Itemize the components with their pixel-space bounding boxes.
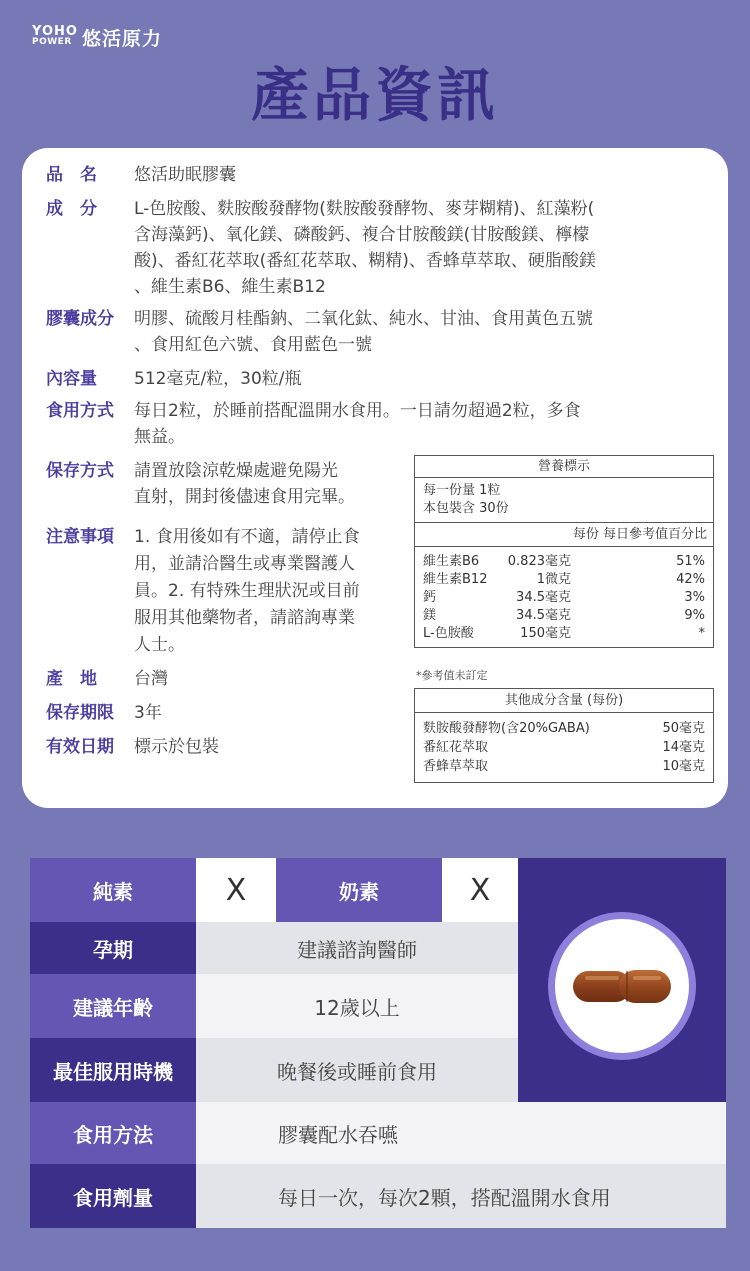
label-storage: 保存方式	[46, 461, 114, 481]
notice-line: 用，並請洽醫生或專業醫護人	[134, 554, 355, 574]
value-ingredients	[134, 196, 596, 300]
value-usage	[134, 398, 581, 450]
label-pregnancy: 孕期	[30, 922, 196, 974]
value-timing: 晚餐後或睡前食用	[196, 1038, 518, 1102]
nutrient-name: 維生素B6	[423, 554, 480, 569]
row-origin	[46, 666, 168, 692]
notice-line: 1. 食用後如有不適，請停止食	[134, 527, 360, 547]
usage-grid	[30, 858, 726, 1228]
nutrient-pct: *	[698, 626, 705, 641]
nutrient-pct: 9%	[684, 608, 705, 623]
value-origin: 台灣	[134, 669, 168, 689]
nutrition-serving-info	[415, 478, 713, 523]
nutrition-table	[414, 455, 714, 648]
notice-line: 服用其他藥物者，請諮詢專業	[134, 608, 355, 628]
nutrient-pct: 3%	[684, 590, 705, 605]
nutrient-name: 鈣	[423, 590, 437, 605]
value-capsule	[134, 306, 593, 358]
label-vegan: 純素	[30, 858, 196, 922]
label-ingredients: 成 分	[46, 199, 97, 219]
value-content: 512毫克/粒，30粒/瓶	[134, 369, 302, 389]
nutrition-row	[423, 571, 705, 589]
value-storage	[134, 458, 355, 510]
label-notice: 注意事項	[46, 527, 114, 547]
ingredients-line: 、維生素B6、維生素B12	[134, 277, 326, 297]
nutrition-per-pack: 本包裝含 30份	[423, 501, 509, 516]
nutrition-row	[423, 625, 705, 643]
nutrition-header: 每份 每日參考值百分比	[415, 523, 713, 547]
usage-line: 無益。	[134, 427, 185, 447]
brand-logo-top: YOHO	[32, 24, 78, 39]
capsule-line: 、食用紅色六號、食用藍色一號	[134, 335, 372, 355]
value-shelf-life: 3年	[134, 703, 162, 723]
nutrient-amount: 0.823毫克	[507, 554, 571, 569]
row-name	[46, 162, 236, 188]
nutrient-name: L-色胺酸	[423, 626, 474, 641]
value-method: 膠囊配水吞嚥	[196, 1102, 726, 1164]
value-notice	[134, 524, 360, 659]
other-amount: 50毫克	[662, 721, 705, 736]
nutrition-row	[423, 553, 705, 571]
storage-line: 請置放陰涼乾燥處避免陽光	[134, 461, 338, 481]
nutrient-amount: 150毫克	[520, 626, 571, 641]
label-timing: 最佳服用時機	[30, 1038, 196, 1102]
label-age: 建議年齡	[30, 974, 196, 1038]
nutrition-row	[423, 607, 705, 625]
row-notice	[46, 524, 360, 659]
label-capsule: 膠囊成分	[46, 309, 114, 329]
label-usage: 食用方式	[46, 401, 114, 421]
other-amount: 14毫克	[662, 740, 705, 755]
nutrition-rows	[415, 547, 713, 647]
label-method: 食用方法	[30, 1102, 196, 1164]
product-info-card	[22, 148, 728, 808]
row-shelf-life	[46, 700, 162, 726]
value-dose: 每日一次，每次2顆，搭配溫開水食用	[196, 1164, 726, 1228]
label-origin: 產 地	[46, 669, 97, 689]
value-age: 12歲以上	[196, 974, 518, 1038]
ingredients-line: 酸)、番紅花萃取(番紅花萃取、糊精)、香蜂草萃取、硬脂酸鎂	[134, 251, 596, 271]
nutrient-pct: 51%	[676, 554, 705, 569]
row-ingredients	[46, 196, 596, 300]
row-content	[46, 366, 302, 392]
capsule-panel	[518, 858, 726, 1102]
value-expiry: 標示於包裝	[134, 737, 219, 757]
nutrition-row	[423, 589, 705, 607]
nutrient-amount: 34.5毫克	[516, 608, 571, 623]
value-dairy: X	[442, 858, 518, 922]
nutrient-amount: 34.5毫克	[516, 590, 571, 605]
storage-line: 直射，開封後儘速食用完畢。	[134, 487, 355, 507]
capsule-icon	[555, 919, 689, 1053]
brand-name: 悠活原力	[81, 27, 162, 50]
label-shelf-life: 保存期限	[46, 703, 114, 723]
ingredients-line: 含海藻鈣)、氧化鎂、磷酸鈣、複合甘胺酸鎂(甘胺酸鎂、檸檬	[134, 225, 590, 245]
nutrition-serving: 每一份量 1粒	[423, 483, 501, 498]
other-amount: 10毫克	[662, 759, 705, 774]
nutrient-name: 維生素B12	[423, 572, 488, 587]
other-name: 番紅花萃取	[423, 740, 489, 755]
value-name: 悠活助眠膠囊	[134, 165, 236, 185]
label-dose: 食用劑量	[30, 1164, 196, 1228]
other-row	[423, 719, 705, 738]
capsule-ring	[548, 912, 696, 1060]
other-row	[423, 738, 705, 757]
other-rows	[415, 713, 713, 782]
value-pregnancy: 建議諮詢醫師	[196, 922, 518, 974]
row-capsule-ingredients	[46, 306, 593, 358]
capsule-line: 明膠、硫酸月桂酯鈉、二氧化鈦、純水、甘油、食用黃色五號	[134, 309, 593, 329]
ingredients-line: L-色胺酸、麩胺酸發酵物(麩胺酸發酵物、麥芽糊精)、紅藻粉(	[134, 199, 595, 219]
label-expiry: 有效日期	[46, 737, 114, 757]
nutrition-title: 營養標示	[415, 456, 713, 478]
other-row	[423, 757, 705, 776]
row-storage	[46, 458, 355, 510]
notice-line: 人士。	[134, 635, 185, 655]
label-dairy: 奶素	[276, 858, 442, 922]
brand-logo-bottom: POWER	[32, 37, 72, 47]
label-name: 品 名	[46, 165, 97, 185]
notice-line: 員。2. 有特殊生理狀況或目前	[134, 581, 360, 601]
nutrient-amount: 1微克	[536, 572, 571, 587]
other-name: 香蜂草萃取	[423, 759, 489, 774]
label-content: 內容量	[46, 369, 97, 389]
value-vegan: X	[196, 858, 276, 922]
other-ingredients-table	[414, 688, 714, 783]
brand-logo	[32, 26, 78, 48]
nutrient-pct: 42%	[676, 572, 705, 587]
other-name: 麩胺酸發酵物(含20%GABA)	[423, 721, 590, 736]
nutrient-name: 鎂	[423, 608, 437, 623]
row-expiry	[46, 734, 219, 760]
usage-line: 每日2粒，於睡前搭配溫開水食用。一日請勿超過2粒，多食	[134, 401, 581, 421]
other-title: 其他成分含量 (每份)	[415, 689, 713, 713]
row-usage	[46, 398, 581, 450]
page-title: 產品資訊	[250, 61, 499, 129]
nutrition-footnote: *參考值未訂定	[416, 669, 488, 682]
